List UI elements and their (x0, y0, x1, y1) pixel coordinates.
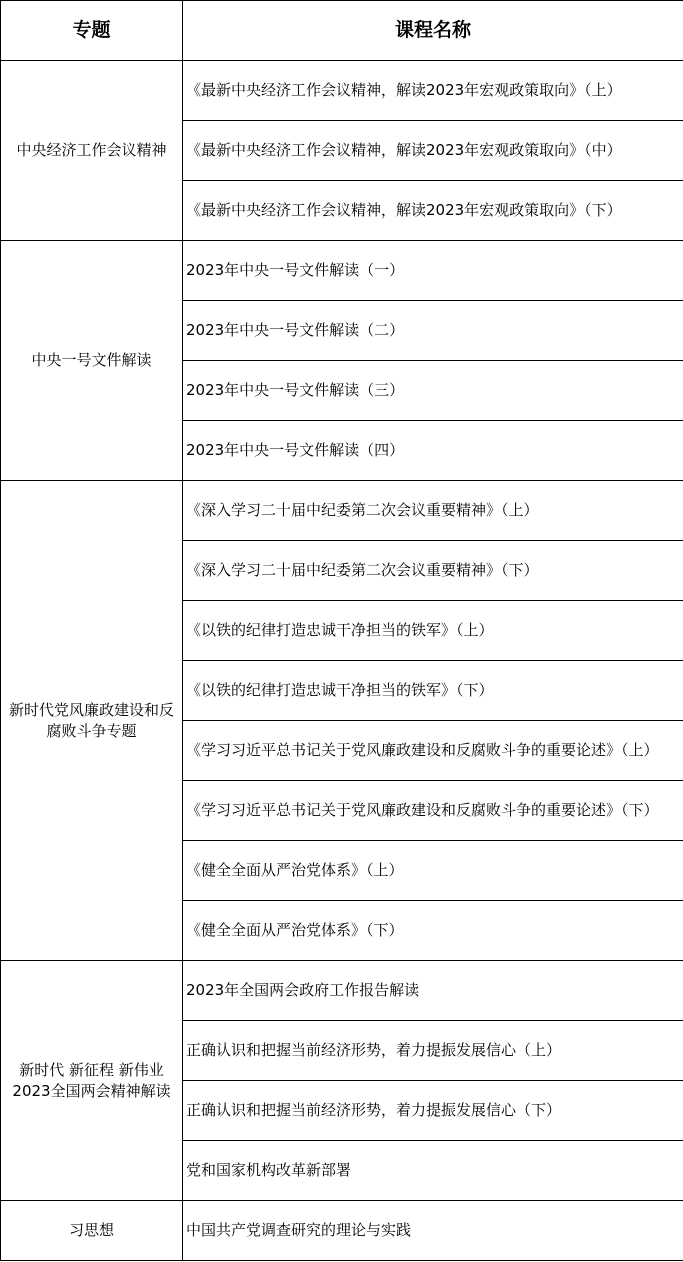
course-name-cell: 2023年中央一号文件解读（二） (183, 301, 683, 361)
topic-cell (1, 241, 183, 481)
topic-cell (1, 1201, 183, 1261)
topic-label: 中央经济工作会议精神 (16, 141, 167, 159)
course-name-cell: 《最新中央经济工作会议精神，解读2023年宏观政策取向》（下） (183, 181, 683, 241)
course-name-cell: 2023年全国两会政府工作报告解读 (183, 961, 683, 1021)
table-row (1, 1201, 683, 1261)
table-row (1, 961, 683, 1021)
course-column-header: 课程名称 (183, 1, 683, 61)
course-name-cell: 《最新中央经济工作会议精神，解读2023年宏观政策取向》（中） (183, 121, 683, 181)
course-name-cell: 2023年中央一号文件解读（四） (183, 421, 683, 481)
topic-cell (1, 961, 183, 1201)
course-name-cell: 正确认识和把握当前经济形势，着力提振发展信心（上） (183, 1021, 683, 1081)
course-name-cell: 2023年中央一号文件解读（一） (183, 241, 683, 301)
table-body (1, 61, 683, 1261)
course-name-cell: 《以铁的纪律打造忠诚干净担当的铁军》（下） (183, 661, 683, 721)
course-name-cell: 2023年中央一号文件解读（三） (183, 361, 683, 421)
course-name-cell: 《学习习近平总书记关于党风廉政建设和反腐败斗争的重要论述》（上） (183, 721, 683, 781)
course-name-cell: 中国共产党调查研究的理论与实践 (183, 1201, 683, 1261)
course-name-cell: 正确认识和把握当前经济形势，着力提振发展信心（下） (183, 1081, 683, 1141)
course-name-cell: 《以铁的纪律打造忠诚干净担当的铁军》（上） (183, 601, 683, 661)
course-name-cell: 《深入学习二十届中纪委第二次会议重要精神》（上） (183, 481, 683, 541)
table-row (1, 61, 683, 121)
topic-label: 习思想 (68, 1221, 114, 1239)
topic-label: 腐败斗争专题 (46, 721, 137, 740)
topic-cell (1, 481, 183, 961)
course-name-cell: 党和国家机构改革新部署 (183, 1141, 683, 1201)
course-name-cell: 《学习习近平总书记关于党风廉政建设和反腐败斗争的重要论述》（下） (183, 781, 683, 841)
course-name-cell: 《健全全面从严治党体系》（下） (183, 901, 683, 961)
topic-label: 中央一号文件解读 (31, 351, 152, 369)
course-name-cell: 《健全全面从严治党体系》（上） (183, 841, 683, 901)
header-row (1, 1, 683, 61)
table-row (1, 481, 683, 541)
topic-label: 新时代党风廉政建设和反 (8, 700, 174, 719)
topic-cell (1, 61, 183, 241)
topic-label: 新时代 新征程 新伟业 (19, 1060, 164, 1079)
course-name-cell: 《深入学习二十届中纪委第二次会议重要精神》（下） (183, 541, 683, 601)
topic-label: 2023全国两会精神解读 (12, 1081, 171, 1100)
course-name-cell: 《最新中央经济工作会议精神，解读2023年宏观政策取向》（上） (183, 61, 683, 121)
table-row (1, 241, 683, 301)
topic-column-header: 专题 (1, 1, 183, 61)
